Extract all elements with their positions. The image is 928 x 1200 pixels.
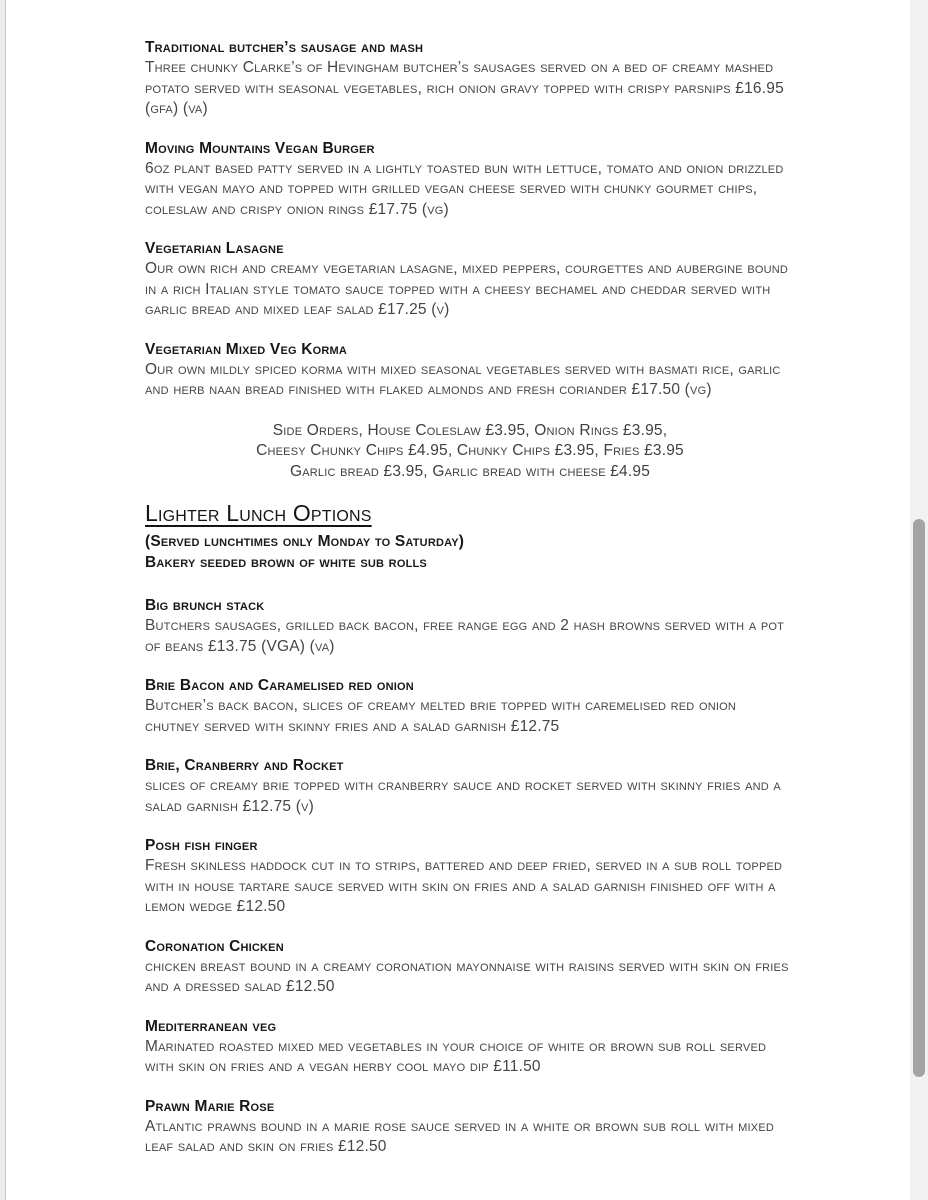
menu-item-title: Posh fish finger xyxy=(145,837,258,854)
section-subtitle: (Served lunchtimes only Monday to Saturday) xyxy=(145,533,465,550)
menu-item-title: Coronation Chicken xyxy=(145,937,284,955)
menu-item-title: Traditional butcher’s sausage and mash xyxy=(145,39,424,56)
section-heading: Lighter Lunch Options xyxy=(145,500,372,526)
menu-item xyxy=(145,1096,795,1158)
menu-item xyxy=(145,936,795,998)
menu-item-title: Brie Bacon and Caramelised red onion xyxy=(145,677,414,694)
menu-item-description: Atlantic prawns bound in a marie rose sauce served in a white or brown sub roll with mixed leaf salad and skin on fries £12.50 xyxy=(145,1117,774,1155)
scrollbar-thumb[interactable] xyxy=(913,519,925,1077)
section-subtitles xyxy=(145,531,795,573)
menu-item-description: Our own rich and creamy vegetarian lasagne, mixed peppers, courgettes and aubergine bound in a rich Italian style tomato sauce topped with a cheesy bechamel and cheddar served with garlic bread and mixed leaf salad £17.25 (v) xyxy=(145,260,789,318)
menu-item-title: Mediterranean veg xyxy=(145,1017,277,1035)
menu-item xyxy=(145,835,795,918)
menu-item-description: Marinated roasted mixed med vegetables in your choice of white or brown sub roll served with skin on fries and a vegan herby cool mayo dip £11.50 xyxy=(145,1037,767,1075)
menu-item-title: Big brunch stack xyxy=(145,597,265,614)
menu-item xyxy=(145,1016,795,1078)
side-orders-block xyxy=(145,421,795,483)
menu-item-title: Prawn Marie Rose xyxy=(145,1097,275,1115)
side-orders-line: Garlic bread £3.95, Garlic bread with cheese £4.95 xyxy=(289,462,651,480)
menu-item-title: Vegetarian Lasagne xyxy=(145,240,284,257)
scrollbar-track[interactable] xyxy=(910,0,928,1200)
menu-item xyxy=(145,138,795,221)
section-subtitle: Bakery seeded brown of white sub rolls xyxy=(145,554,427,571)
menu-item-description: Butchers sausages, grilled back bacon, free range egg and 2 hash browns served with a pot of beans £13.75 (VGA) (va) xyxy=(145,617,785,655)
menu-item-description: 6oz plant based patty served in a lightly toasted bun with lettuce, tomato and onion drizzled with vegan mayo and topped with grilled vegan cheese served with chunky gourmet chips, coleslaw and crispy onion rings £17.75 (vg) xyxy=(145,159,784,218)
menu-item xyxy=(145,675,795,737)
menu-item-title: Moving Mountains Vegan Burger xyxy=(145,139,375,157)
menu-item-description: slices of creamy brie topped with cranberry sauce and rocket served with skinny fries and a salad garnish £12.75 (v) xyxy=(145,777,781,815)
menu-item xyxy=(145,595,795,657)
menu-item xyxy=(145,755,795,817)
menu-item-description: chicken breast bound in a creamy coronation mayonnaise with raisins served with skin on fries and a dressed salad £12.50 xyxy=(145,957,789,995)
menu-item-description: Butcher’s back bacon, slices of creamy melted brie topped with caremelised red onion chutney served with skinny fries and a salad garnish £12.75 xyxy=(145,697,737,735)
menu-item-description: Fresh skinless haddock cut in to strips, battered and deep fried, served in a sub roll topped with in house tartare sauce served with skin on fries and a salad garnish finished off with a lemon wedge £12.50 xyxy=(145,857,783,915)
menu-page xyxy=(145,37,795,1176)
menu-item-title: Brie, Cranberry and Rocket xyxy=(145,757,344,774)
menu-item xyxy=(145,37,795,120)
menu-item xyxy=(145,238,795,321)
side-orders-line: Cheesy Chunky Chips £4.95, Chunky Chips £3.95, Fries £3.95 xyxy=(256,442,684,459)
page-left-edge xyxy=(0,0,6,1200)
menu-item-title: Vegetarian Mixed Veg Korma xyxy=(145,340,348,358)
menu-item xyxy=(145,339,795,401)
menu-item-description: Our own mildly spiced korma with mixed seasonal vegetables served with basmati rice, garlic and herb naan bread finished with flaked almonds and fresh coriander £17.50 (vg) xyxy=(145,360,781,398)
menu-item-description: Three chunky Clarke’s of Hevingham butcher’s sausages served on a bed of creamy mashed potato served with seasonal vegetables, rich onion gravy topped with crispy parsnips £16.95 (gfa) (va) xyxy=(145,59,784,117)
side-orders-line: Side Orders, House Coleslaw £3.95, Onion Rings £3.95, xyxy=(272,421,668,439)
